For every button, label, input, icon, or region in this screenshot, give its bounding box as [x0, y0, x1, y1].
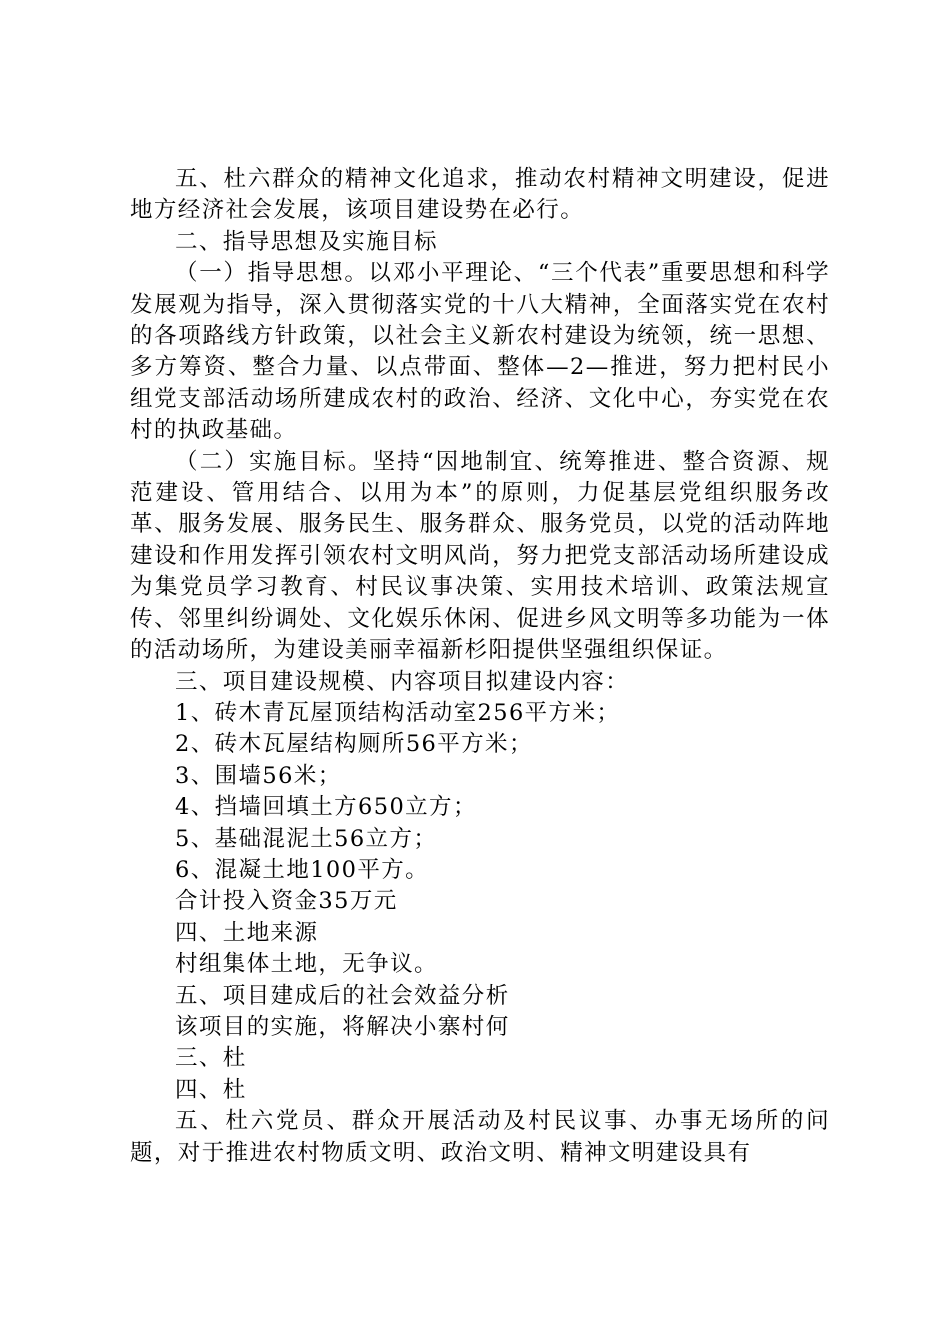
list-item: 6、混凝土地100平方。 [175, 856, 430, 883]
list-item: 1、砖木青瓦屋顶结构活动室256平方米； [175, 699, 621, 726]
heading-land-source: 四、土地来源 [175, 919, 319, 946]
document-body [130, 164, 830, 1169]
heading-project-scale: 三、项目建设规模、内容项目拟建设内容： [175, 668, 630, 695]
list-item: 4、挡墙回填土方650立方； [175, 794, 477, 821]
heading-guiding-ideology: 二、指导思想及实施目标 [175, 228, 438, 255]
heading-social-benefit: 五、项目建成后的社会效益分析 [175, 982, 510, 1009]
list-item: 2、砖木瓦屋结构厕所56平方米； [175, 731, 533, 758]
paragraph-guiding-ideology: （一）指导思想。以邓小平理论、“三个代表”重要思想和科学发展观为指导，深入贯彻落实党的十八大精神，全面落实党在农村的各项路线方针政策，以社会主义新农村建设为统领，统一思想、多方筹资、整合力量、以点带面、整体—2—推进，努力把村民小组党支部活动场所建成农村的政治、经济、文化中心，夯实党在农村的执政基础。 [130, 260, 830, 444]
total-investment: 合计投入资金35万元 [175, 888, 398, 915]
fragment-line: 三、杜 [175, 1045, 247, 1072]
paragraph-intro-continuation: 五、杜六群众的精神文化追求，推动农村精神文明建设，促进地方经济社会发展，该项目建设势在必行。 [130, 166, 830, 224]
list-item: 5、基础混泥土56立方； [175, 825, 438, 852]
land-source-text: 村组集体土地，无争议。 [175, 951, 438, 978]
list-item: 3、围墙56米； [175, 762, 342, 789]
paragraph-closing: 五、杜六党员、群众开展活动及村民议事、办事无场所的问题，对于推进农村物质文明、政治文明、精神文明建设具有 [130, 1108, 830, 1166]
fragment-line: 四、杜 [175, 1076, 247, 1103]
social-benefit-text: 该项目的实施，将解决小寨村何 [175, 1013, 510, 1040]
paragraph-implementation-goal: （二）实施目标。坚持“因地制宜、统筹推进、整合资源、规范建设、管用结合、以用为本”的原则，力促基层党组织服务改革、服务发展、服务民生、服务群众、服务党员，以党的活动阵地建设和作用发挥引领农村文明风尚，努力把党支部活动场所建设成为集党员学习教育、村民议事决策、实用技术培训、政策法规宣传、邻里纠纷调处、文化娱乐休闲、促进乡风文明等多功能为一体的活动场所，为建设美丽幸福新杉阳提供坚强组织保证。 [130, 448, 830, 664]
